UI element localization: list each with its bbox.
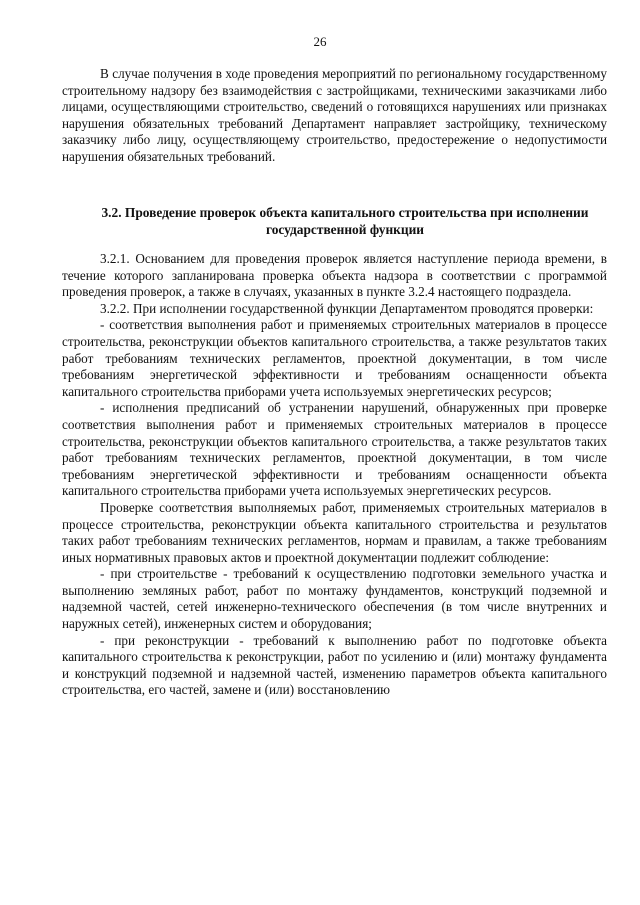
section-body bbox=[62, 251, 607, 699]
section-heading: 3.2. Проведение проверок объекта капитального строительства при исполнении государственной функции bbox=[101, 205, 589, 237]
sub-item-construction: - при строительстве - требований к осуществлению подготовки земельного участка и выполнению земляных работ, работ по монтажу фундаментов, конструкций подземной и надземной частей, сетей инженерно-технического обеспечения (в том числе внутренних и наружных сетей), инженерных систем и оборудования; bbox=[62, 566, 607, 632]
bullet-item-2: - исполнения предписаний об устранении нарушений, обнаруженных при проверке соответствия выполнения работ и применяемых строительных материалов в процессе строительства, реконструкции объектов капитального строительства, а также результатов таких работ требованиям технических регламентов, проектной документации, в том числе требованиям энергетической эффективности и требованиям оснащенности объекта капитального строительства приборами учета используемых энергетических ресурсов. bbox=[62, 400, 607, 499]
paragraph-3-2-2: 3.2.2. При исполнении государственной функции Департаментом проводятся проверки: bbox=[100, 300, 594, 316]
paragraph-3-2-1: 3.2.1. Основанием для проведения проверок является наступление периода времени, в течение которого запланирована проверка объекта надзора в соответствии с программой проведения проверок, а также в случаях, указанных в пункте 3.2.4 настоящего подраздела. bbox=[62, 251, 607, 300]
intro-paragraph-block bbox=[62, 66, 607, 166]
compliance-paragraph: Проверке соответствия выполняемых работ, применяемых строительных материалов в процессе строительства, реконструкции объекта капитального строительства и результатов таких работ требованиям технических регламентов, нормам и правилам, а также требованиям иных нормативных правовых актов и проектной документации подлежит соблюдение: bbox=[62, 499, 607, 565]
bullet-item-1: - соответствия выполнения работ и применяемых строительных материалов в процессе строительства, реконструкции объектов капитального строительства, а также результатов таких работ требованиям технических регламентов, проектной документации, в том числе требованиям энергетической эффективности и требованиям оснащенности объекта капитального строительства приборами учета используемых энергетических ресурсов; bbox=[62, 317, 607, 399]
intro-paragraph: В случае получения в ходе проведения мероприятий по региональному государственному строительному надзору без взаимодействия с застройщиками, техническими заказчиками либо лицами, осуществляющими строительство, сведений о готовящихся нарушениях или признаках нарушения обязательных требований Департамент направляет застройщику, техническому заказчику либо лицу, осуществляющему строительство, предостережение о недопустимости нарушения обязательных требований. bbox=[62, 66, 607, 164]
sub-item-reconstruction: - при реконструкции - требований к выполнению работ по подготовке объекта капитального строительства к реконструкции, работ по усилению и (или) монтажу фундамента и конструкций подземной и надземной частей, изменению параметров объекта капитального строительства, его частей, замене и (или) восстановлению bbox=[62, 632, 607, 698]
page-number: 26 bbox=[313, 34, 327, 49]
